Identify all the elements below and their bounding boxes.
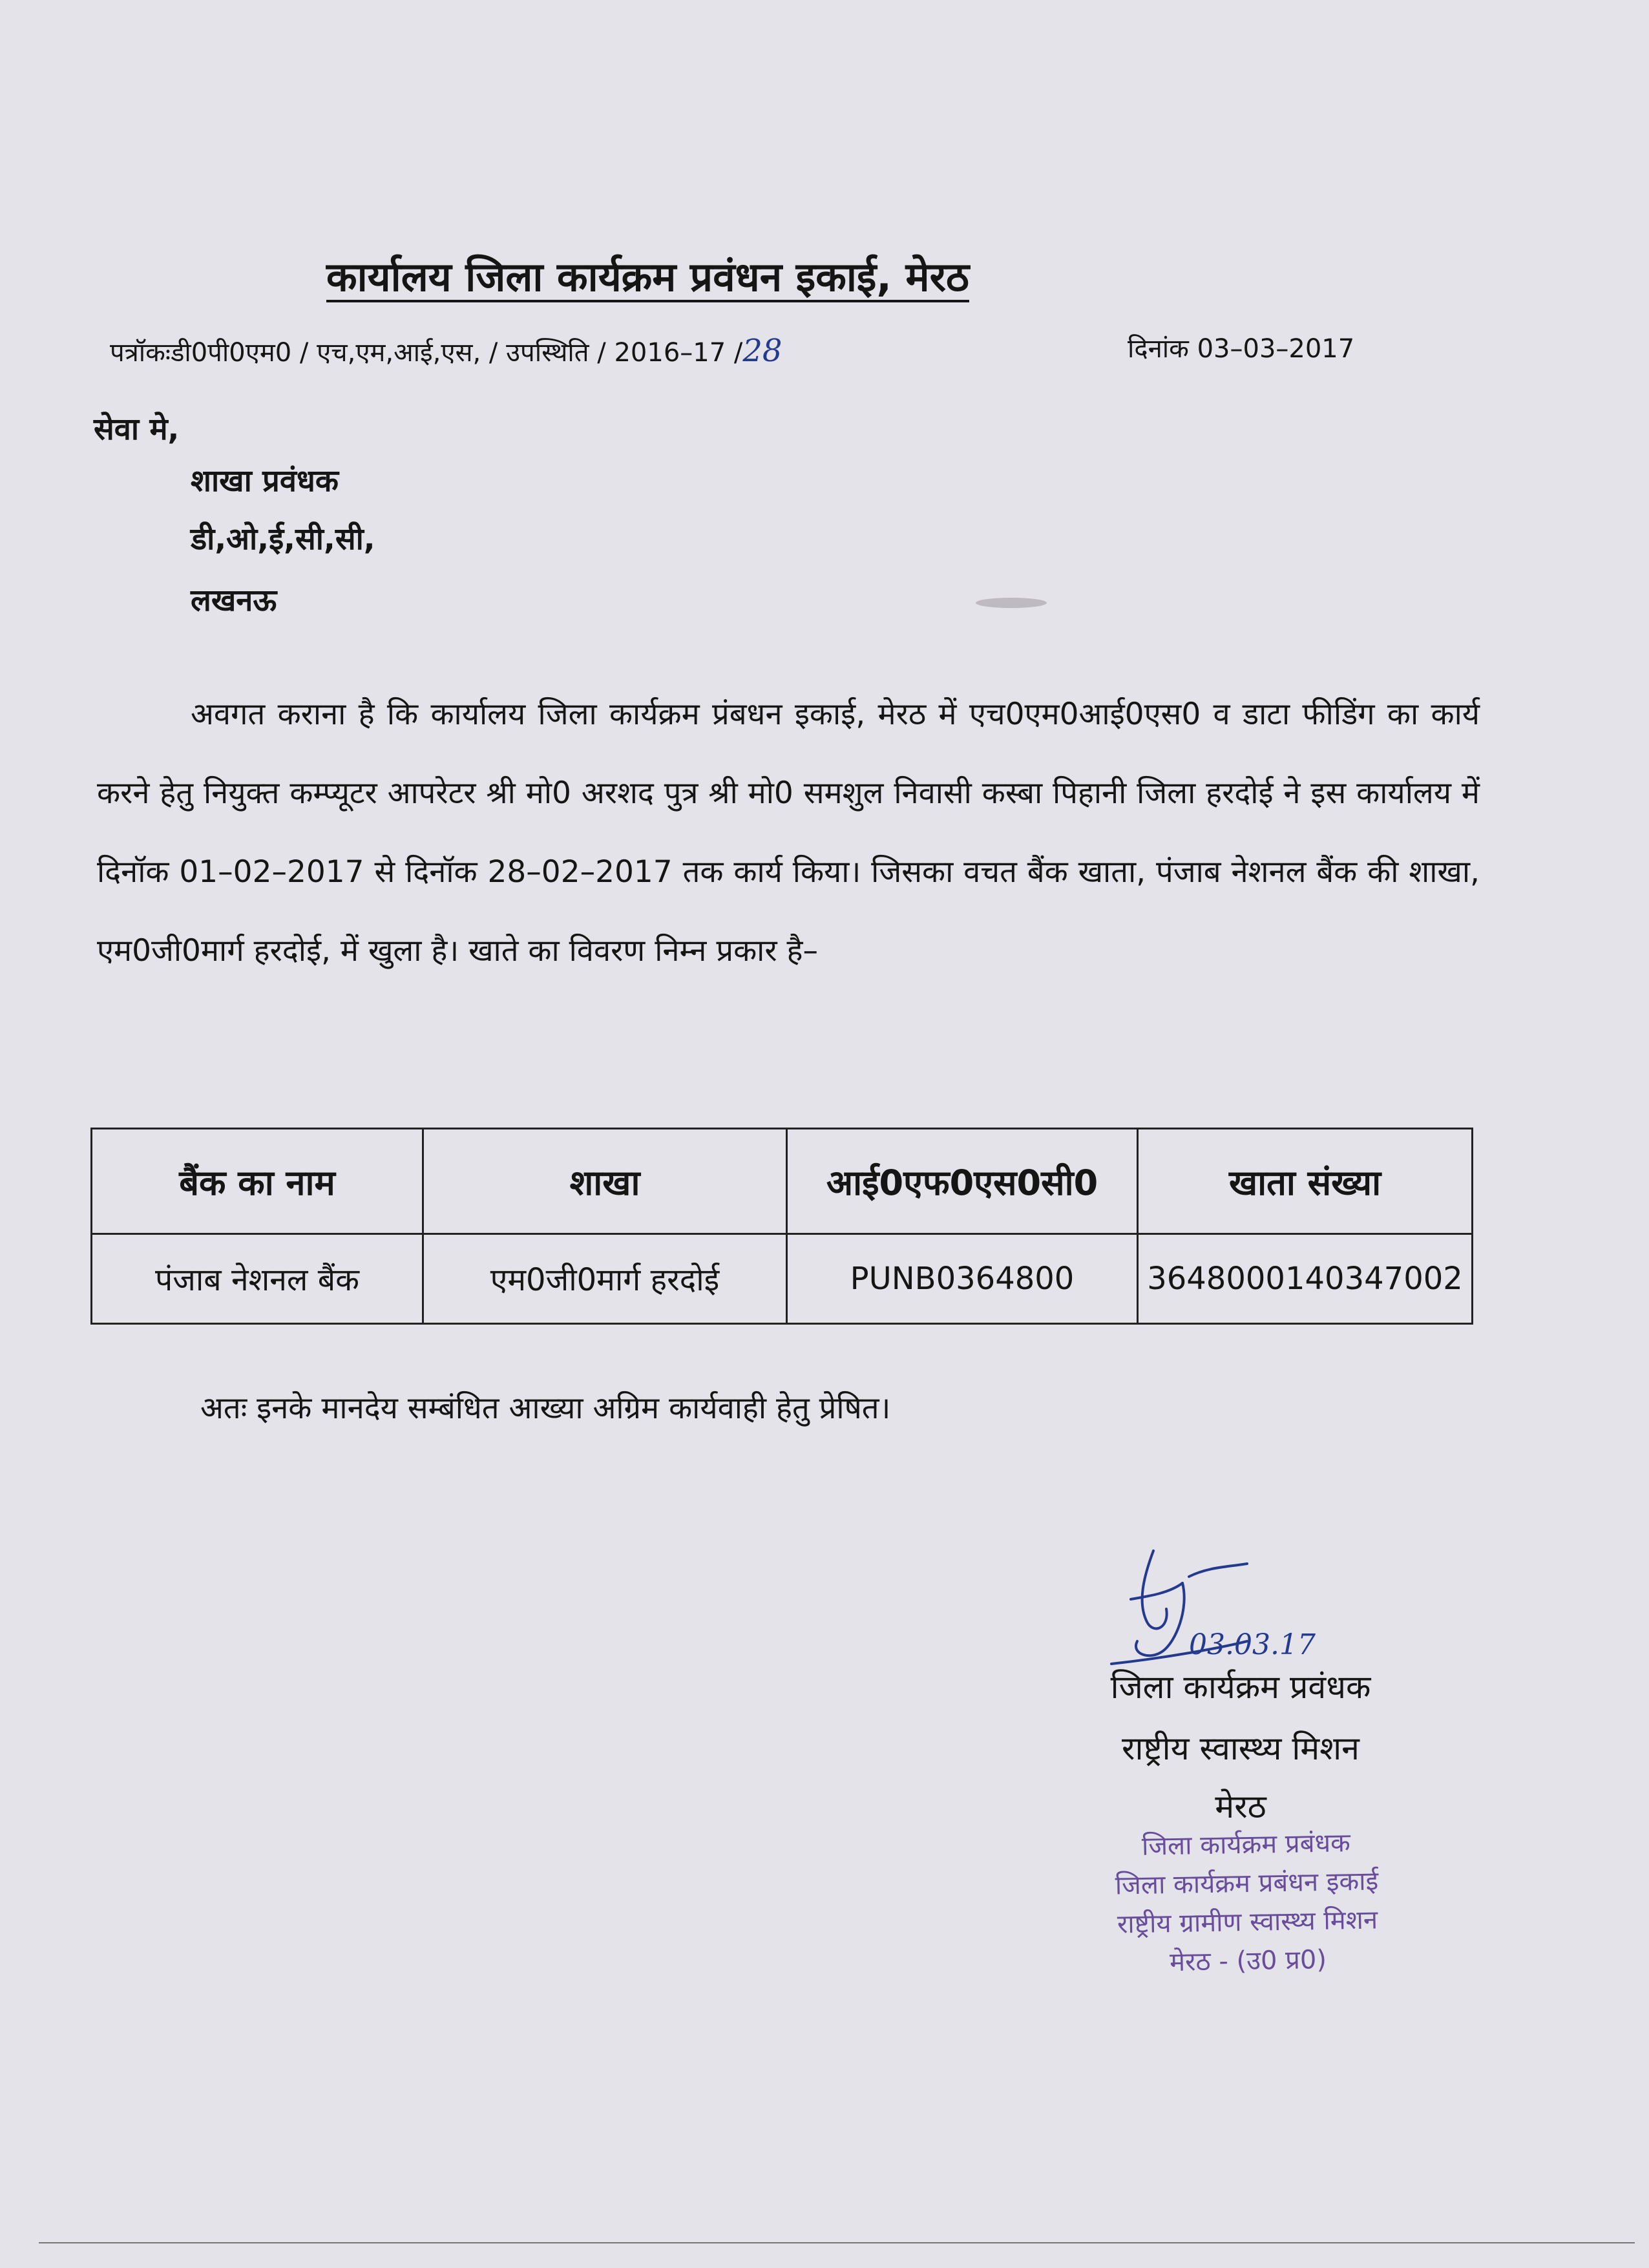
cell-account-number: 3648000140347002 [1138, 1234, 1473, 1324]
stamp-line: जिला कार्यक्रम प्रबंधक [1141, 1828, 1351, 1862]
bank-details-table [90, 1128, 1473, 1325]
signatory-designation: जिला कार्यक्रम प्रवंधक [1110, 1668, 1371, 1706]
body-text: अवगत कराना है कि कार्यालय जिला कार्यक्रम प्रंबधन इकाई, मेरठ में एच0एम0आई0एस0 व डाटा फीडिंग का कार्य करने हेतु नियुक्त कम्प्यूटर आपरेटर श्री मो0 अरशद पुत्र श्री मो0 समशुल निवासी कस्बा पिहानी जिला हरदोई ने इस कार्यालय में दिनॉक 01–02–2017 से दिनॉक 28–02–2017 तक कार्य किया। जिसका वचत बैंक खाता, पंजाब नेशनल बैंक की शाखा, एम0जी0मार्ग हरदोई, में खुला है। खाते का विवरण निम्न प्रकार है– [97, 697, 1480, 969]
header-ifsc: आई0एफ0एस0सी0 [787, 1129, 1138, 1234]
letter-date: दिनांक 03–03–2017 [1128, 334, 1355, 364]
stamp-line: राष्ट्रीय ग्रामीण स्वास्थ्य मिशन [1117, 1905, 1378, 1940]
stamp-line: मेरठ - (उ0 प्र0) [1169, 1944, 1327, 1978]
signature-date: 03.03.17 [1189, 1628, 1316, 1661]
cell-bank-name: पंजाब नेशनल बैंक [92, 1234, 423, 1324]
reference-prefix: पत्रॉकःडी0पी0एम0 / एच,एम,आई,एस, / उपस्थिति / 2016–17 / [110, 338, 743, 368]
signatory-mission: राष्ट्रीय स्वास्थ्य मिशन [1122, 1730, 1360, 1767]
table-header-row [92, 1129, 1473, 1234]
header-bank-name: बैंक का नाम [92, 1129, 423, 1234]
handwritten-signature [1092, 1538, 1363, 1674]
reference-handwritten-number: 28 [742, 333, 782, 369]
signatory-city: मेरठ [1215, 1788, 1266, 1825]
recipient-office: डी,ओ,ई,सी,सी, [191, 521, 375, 557]
table-row [92, 1234, 1473, 1324]
office-stamp [1052, 1822, 1442, 1984]
recipient-designation: शाखा प्रवंधक [191, 463, 339, 499]
stamp-line: जिला कार्यक्रम प्रबंधन इकाई [1115, 1866, 1379, 1901]
ink-smudge [976, 598, 1047, 608]
body-paragraph [97, 675, 1480, 991]
reference-number [110, 333, 782, 369]
salutation: सेवा मे, [94, 412, 180, 447]
cell-ifsc: PUNB0364800 [787, 1234, 1138, 1324]
recipient-city: लखनऊ [191, 583, 277, 618]
office-title: कार्यालय जिला कार्यक्रम प्रवंधन इकाई, मेरठ [326, 253, 969, 300]
cell-branch: एम0जी0मार्ग हरदोई [423, 1234, 787, 1324]
page-edge-line [39, 2242, 1635, 2243]
header-branch: शाखा [423, 1129, 787, 1234]
header-account-number: खाता संख्या [1138, 1129, 1473, 1234]
closing-line: अतः इनके मानदेय सम्बंधित आख्या अग्रिम कार्यवाही हेतु प्रेषित। [200, 1391, 891, 1426]
